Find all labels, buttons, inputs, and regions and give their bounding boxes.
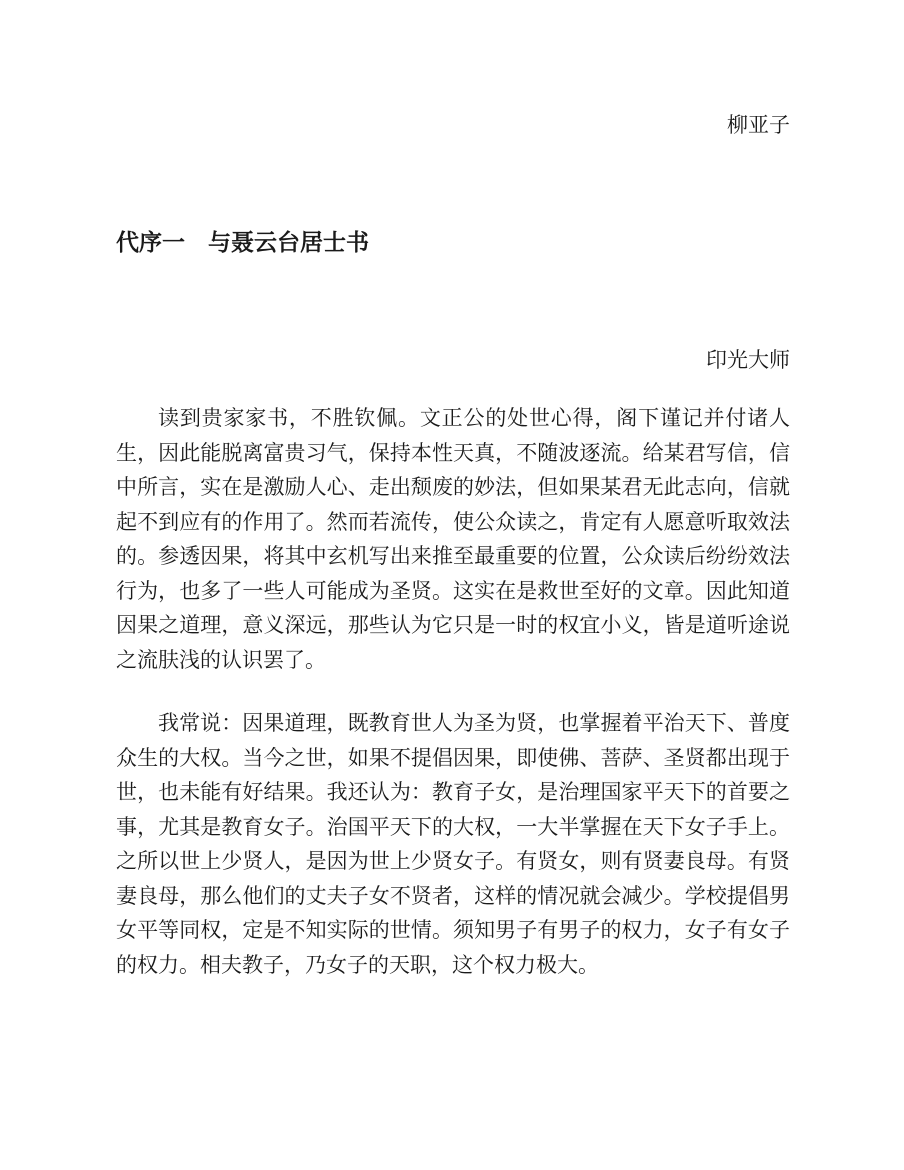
body-paragraph: 读到贵家家书，不胜钦佩。文正公的处世心得，阁下谨记并付诸人生，因此能脱离富贵习气，保持本性天真，不随波逐流。给某君写信，信中所言，实在是激励人心、走出颓废的妙法，但如果某君无此志向，信就起不到应有的作用了。然而若流传，使公众读之，肯定有人愿意听取效法的。参透因果，将其中玄机写出来推至最重要的位置，公众读后纷纷效法行为，也多了一些人可能成为圣贤。这实在是救世至好的文章。因此知道因果之道理，意义深远，那些认为它只是一时的权宜小义，皆是道听途说之流肤浅的认识罢了。: [116, 406, 790, 672]
body-paragraph-1-block: [116, 401, 790, 677]
previous-section-author: 柳亚子: [727, 113, 790, 137]
body-paragraph-2-block: [116, 706, 790, 982]
section-author: 印光大师: [706, 348, 790, 372]
body-paragraph: 我常说：因果道理，既教育世人为圣为贤，也掌握着平治天下、普度众生的大权。当今之世，如果不提倡因果，即使佛、菩萨、圣贤都出现于世，也未能有好结果。我还认为：教育子女，是治理国家平天下的首要之事，尤其是教育女子。治国平天下的大权，一大半掌握在天下女子手上。之所以世上少贤人，是因为世上少贤女子。有贤女，则有贤妻良母。有贤妻良母，那么他们的丈夫子女不贤者，这样的情况就会减少。学校提倡男女平等同权，定是不知实际的世情。须知男子有男子的权力，女子有女子的权力。相夫教子，乃女子的天职，这个权力极大。: [116, 711, 790, 977]
section-title: 代序一 与聂云台居士书: [116, 230, 369, 256]
